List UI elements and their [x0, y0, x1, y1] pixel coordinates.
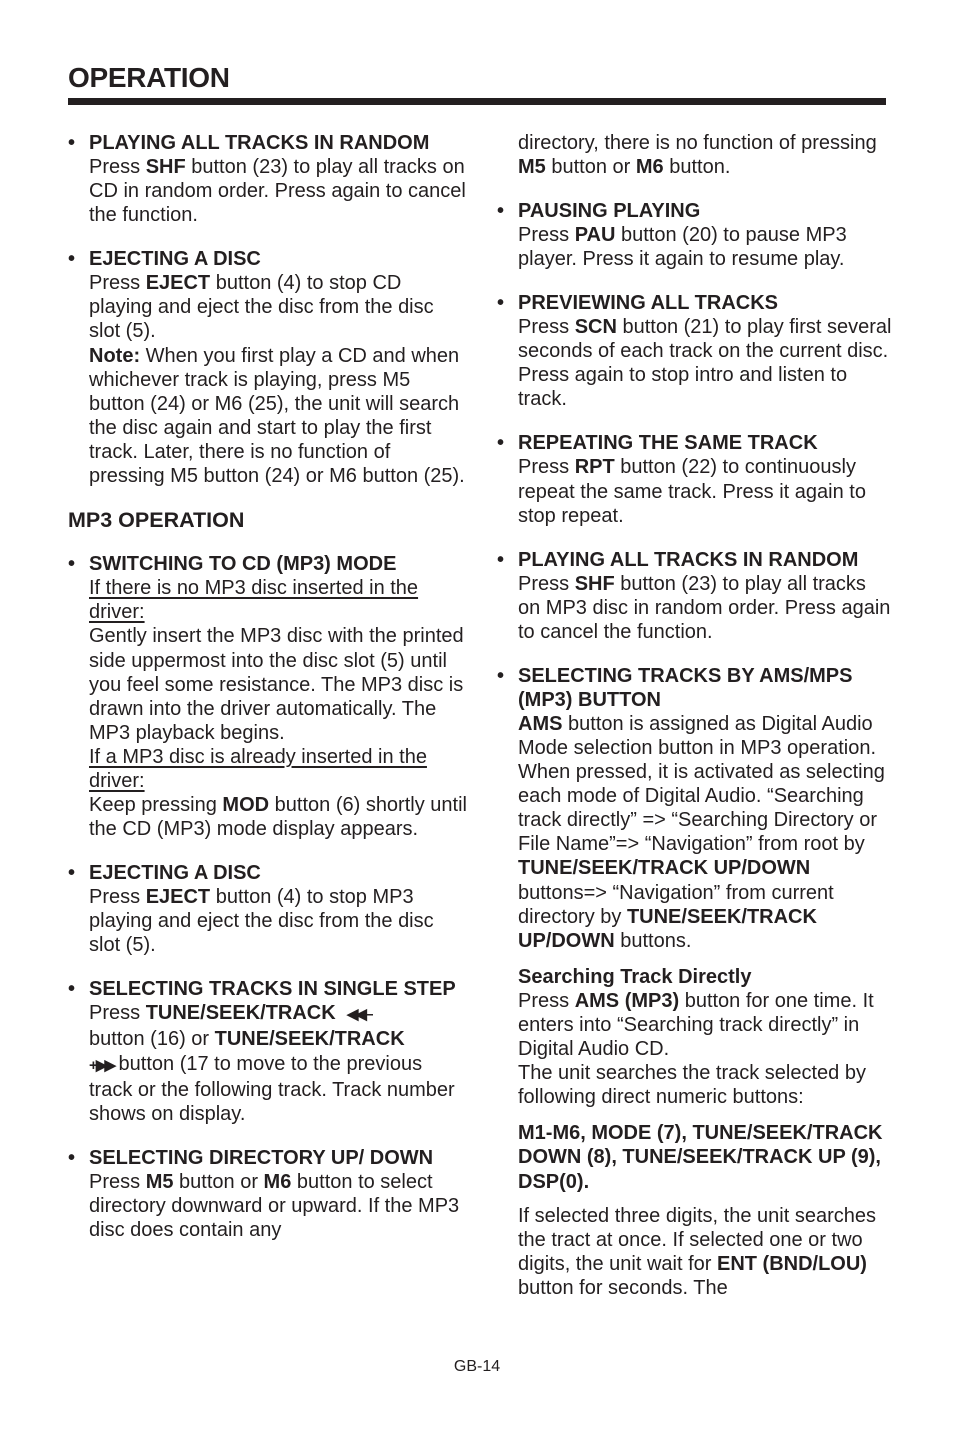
section-heading: EJECTING A DISC — [89, 862, 261, 885]
bullet: • — [68, 132, 76, 154]
right-column — [497, 131, 892, 1300]
page-number: GB-14 — [453, 1358, 501, 1375]
note-text: Note: When you first play a CD and when whichever track is playing, press M5 button (24) or M6 (25), the unit will search the disc again and start to play the first track. Later, there is no function of pressing M5 button (24) or M6 button (25). — [89, 344, 465, 488]
keys-text: M1-M6, MODE (7), TUNE/SEEK/TRACK DOWN (8), TUNE/SEEK/TRACK UP (9), DSP(0). — [518, 1122, 883, 1193]
section-eject-mp3 — [68, 861, 468, 957]
section-pause — [497, 199, 892, 271]
section-preview — [497, 291, 892, 411]
bullet: • — [497, 199, 505, 222]
section-text: Press EJECT button (4) to stop MP3 playing and eject the disc from the disc slot (5). — [89, 886, 434, 957]
section-heading: EJECTING A DISC — [89, 248, 261, 271]
numeric-keys-list — [497, 1121, 892, 1193]
section-text: Gently insert the MP3 disc with the printed side uppermost into the disc slot (5) until you feel some resistance. The MP3 disc is drawn into the driver automatically. The MP3 playback begins. — [89, 625, 464, 744]
section-heading: SELECTING TRACKS BY AMS/MPS (MP3) BUTTON — [518, 664, 853, 711]
section-heading: SELECTING TRACKS IN SINGLE STEP — [89, 978, 456, 1001]
mp3-operation-heading: MP3 OPERATION — [68, 508, 245, 533]
section-text: directory, there is no function of pressing M5 button or M6 button. — [518, 132, 877, 179]
section-text: Press EJECT button (4) to stop CD playing and eject the disc from the disc slot (5). — [89, 272, 434, 343]
section-text: Press AMS (MP3) button for one time. It enters into “Searching track directly” in Digital Audio CD. — [518, 989, 874, 1061]
section-search-directly — [497, 965, 892, 1110]
bullet: • — [497, 548, 505, 571]
condition-text: If there is no MP3 disc inserted in the driver: — [89, 577, 419, 624]
section-heading: SWITCHING TO CD (MP3) MODE — [89, 553, 397, 576]
rewind-icon: ◀◀ – — [346, 1006, 371, 1024]
fast-forward-icon: + ▶▶ — [89, 1056, 113, 1074]
subsection-heading: Searching Track Directly — [518, 965, 752, 988]
section-switch-mode — [68, 552, 468, 841]
section-heading: PLAYING ALL TRACKS IN RANDOM — [89, 132, 430, 154]
title-rule — [68, 98, 886, 105]
section-digits — [497, 1204, 892, 1300]
section-heading: PLAYING ALL TRACKS IN RANDOM — [518, 548, 859, 571]
section-text: AMS button is assigned as Digital Audio Mode selection button in MP3 operation. — [518, 712, 876, 759]
section-random-mp3 — [497, 548, 892, 644]
section-heading: PAUSING PLAYING — [518, 199, 701, 222]
left-column — [68, 131, 468, 1262]
section-text: Keep pressing MOD button (6) shortly until the CD (MP3) mode display appears. — [89, 794, 467, 841]
section-directory — [68, 1146, 468, 1242]
page-title: OPERATION — [68, 62, 230, 93]
section-text: When pressed, it is activated as selecting each mode of Digital Audio. “Searching track directly” => “Searching Directory or File Name”=> “Navigation” from root by TUNE/SEEK/TRACK UP/DOWN buttons=> “Navigation” from current directory by TUNE/SEEK/TRACK UP/DOWN buttons. — [518, 761, 885, 952]
section-single-step — [68, 977, 468, 1126]
section-text: The unit searches the track selected by following direct numeric buttons: — [518, 1062, 866, 1109]
section-repeat — [497, 431, 892, 527]
bullet: • — [68, 1146, 76, 1169]
section-text: Press SCN button (21) to play first several seconds of each track on the current disc. Press again to stop intro and listen to track. — [518, 316, 892, 411]
section-heading: REPEATING THE SAME TRACK — [518, 432, 818, 455]
bullet: • — [497, 432, 505, 455]
section-text: Press PAU button (20) to pause MP3 player. Press it again to resume play. — [518, 224, 847, 271]
bullet: • — [68, 248, 76, 271]
section-eject-cd — [68, 247, 468, 488]
section-text: If selected three digits, the unit searches the tract at once. If selected one or two digits, the unit wait for ENT (BND/LOU) button for seconds. The — [518, 1204, 876, 1299]
section-heading: SELECTING DIRECTORY UP/ DOWN — [89, 1146, 434, 1169]
section-text: Press TUNE/SEEK/TRACK ◀◀ – button (16) or TUNE/SEEK/TRACK + ▶▶ button (17 to move to the previous track or the following track. Track number shows on display. — [89, 1002, 455, 1125]
section-text: Press SHF button (23) to play all tracks on CD in random order. Press again to cancel the function. — [89, 156, 466, 227]
section-text: Press SHF button (23) to play all tracks on MP3 disc in random order. Press again to cancel the function. — [518, 572, 891, 643]
section-ams — [497, 664, 892, 953]
section-text: Press RPT button (22) to continuously repeat the same track. Press it again to stop repeat. — [518, 456, 866, 527]
section-heading: PREVIEWING ALL TRACKS — [518, 292, 779, 315]
condition-text: If a MP3 disc is already inserted in the driver: — [89, 745, 427, 793]
bullet: • — [497, 664, 505, 687]
section-text: Press M5 button or M6 button to select directory downward or upward. If the MP3 disc does contain any — [89, 1170, 460, 1241]
bullet: • — [68, 978, 76, 1001]
section-directory-continued — [497, 131, 892, 179]
bullet: • — [497, 292, 505, 315]
section-random-cd — [68, 131, 468, 227]
bullet: • — [68, 553, 76, 576]
bullet: • — [68, 862, 76, 885]
